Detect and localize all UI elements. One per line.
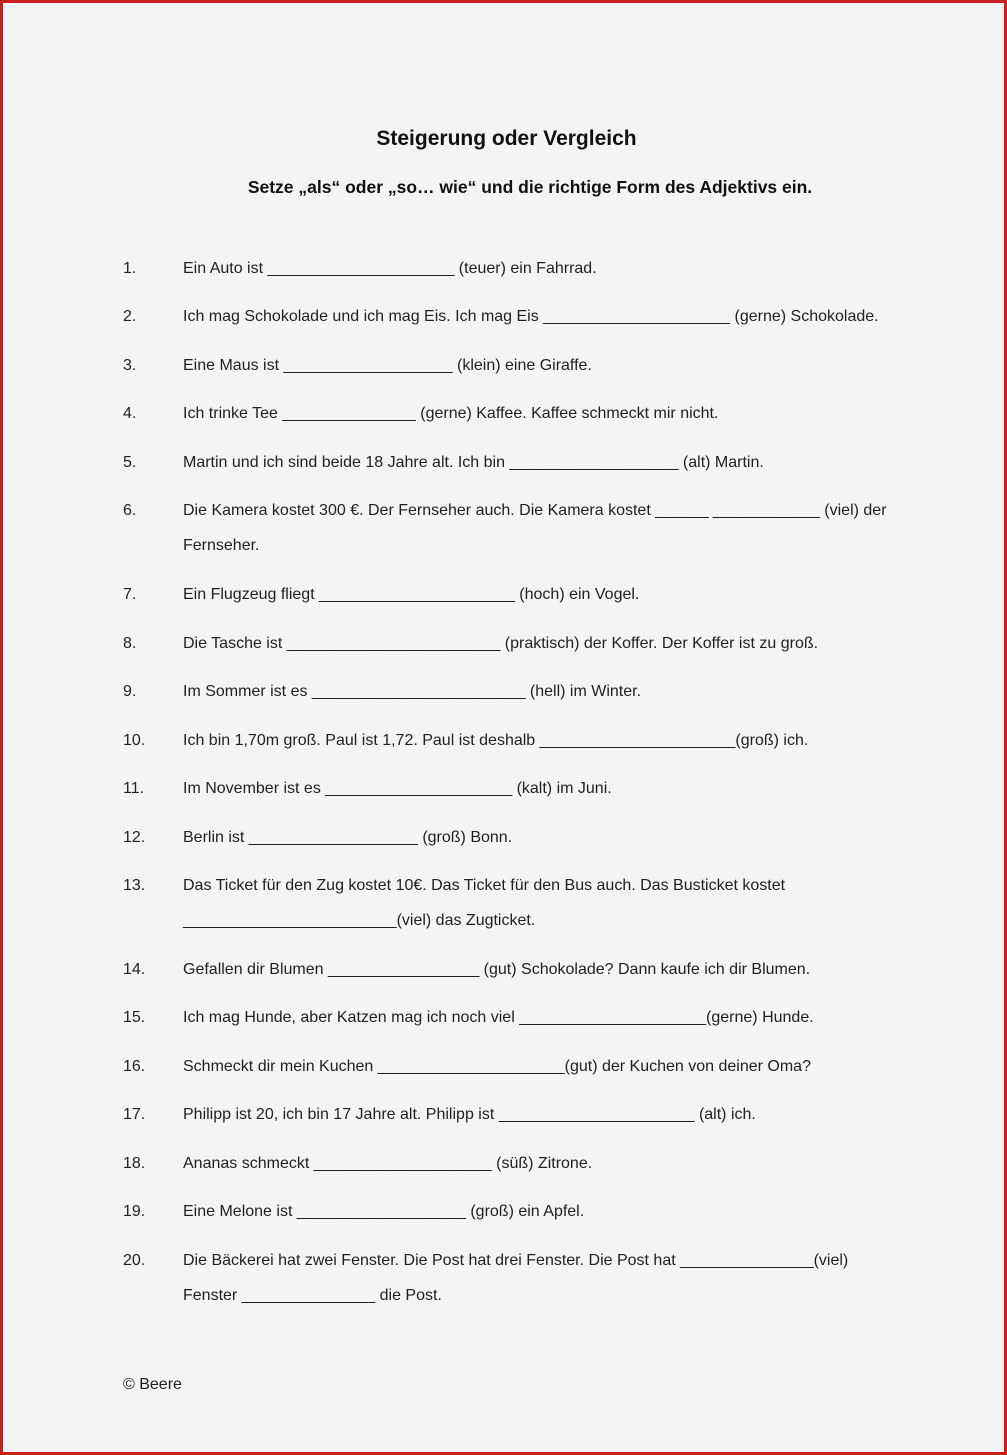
exercise-text: Im November ist es _____________________ (kalt) im Juni. — [183, 780, 612, 797]
exercise-number: 13. — [123, 877, 146, 894]
exercise-number: 12. — [123, 829, 146, 846]
exercise-text: Gefallen dir Blumen _________________ (gut) Schokolade? Dann kaufe ich dir Blumen. — [183, 961, 811, 978]
exercise-text: Das Ticket für den Zug kostet 10€. Das Ticket für den Bus auch. Das Busticket kostet — [183, 877, 786, 894]
exercise-text: Die Kamera kostet 300 €. Der Fernseher auch. Die Kamera kostet ______ ____________ (viel) der — [183, 502, 887, 519]
exercise-number: 8. — [123, 635, 137, 652]
exercise-number: 6. — [123, 502, 137, 519]
exercise-text: Ich mag Schokolade und ich mag Eis. Ich mag Eis _____________________ (gerne) Schokolade. — [183, 308, 879, 325]
exercise-number: 3. — [123, 357, 137, 374]
exercise-text: Ein Flugzeug fliegt ______________________ (hoch) ein Vogel. — [183, 586, 640, 603]
exercise-number: 18. — [123, 1155, 146, 1172]
exercise-text: Berlin ist ___________________ (groß) Bonn. — [183, 829, 513, 846]
exercise-text: Eine Melone ist ___________________ (groß) ein Apfel. — [183, 1203, 585, 1220]
exercise-text: Ein Auto ist _____________________ (teuer) ein Fahrrad. — [183, 260, 597, 277]
exercise-text: Martin und ich sind beide 18 Jahre alt. Ich bin ___________________ (alt) Martin. — [183, 454, 764, 471]
exercise-number: 11. — [123, 780, 145, 797]
exercise-text: Ich mag Hunde, aber Katzen mag ich noch viel _____________________(gerne) Hunde. — [183, 1009, 814, 1026]
exercise-number: 14. — [123, 961, 146, 978]
copyright-note: © Beere — [123, 1376, 182, 1393]
exercise-text: Im Sommer ist es ________________________ (hell) im Winter. — [183, 683, 642, 700]
exercise-number: 7. — [123, 586, 137, 603]
exercise-number: 20. — [123, 1252, 146, 1269]
exercise-number: 4. — [123, 405, 137, 422]
exercise-text-continuation: ________________________(viel) das Zugticket. — [183, 912, 536, 929]
exercise-number: 15. — [123, 1009, 146, 1026]
exercise-text-continuation: Fenster _______________ die Post. — [183, 1287, 442, 1304]
exercise-number: 1. — [123, 260, 137, 277]
worksheet-instructions: Setze „als“ oder „so… wie“ und die richtige Form des Adjektivs ein. — [247, 177, 813, 197]
exercise-number: 16. — [123, 1058, 146, 1075]
exercise-text: Eine Maus ist ___________________ (klein) eine Giraffe. — [183, 357, 592, 374]
exercise-number: 5. — [123, 454, 137, 471]
exercise-text: Philipp ist 20, ich bin 17 Jahre alt. Philipp ist ______________________ (alt) ich. — [183, 1106, 756, 1123]
exercise-text: Die Tasche ist ________________________ (praktisch) der Koffer. Der Koffer ist zu groß. — [183, 635, 819, 652]
worksheet-title: Steigerung oder Vergleich — [376, 127, 637, 150]
exercise-text: Schmeckt dir mein Kuchen _____________________(gut) der Kuchen von deiner Oma? — [183, 1058, 811, 1075]
exercise-number: 17. — [123, 1106, 146, 1123]
exercise-number: 19. — [123, 1203, 146, 1220]
exercise-number: 9. — [123, 683, 137, 700]
exercise-text: Die Bäckerei hat zwei Fenster. Die Post hat drei Fenster. Die Post hat _______________(viel) — [183, 1252, 849, 1269]
exercise-number: 2. — [123, 308, 137, 325]
exercise-text: Ich bin 1,70m groß. Paul ist 1,72. Paul ist deshalb ______________________(groß) ich. — [183, 732, 809, 749]
exercise-text: Ananas schmeckt ____________________ (süß) Zitrone. — [183, 1155, 593, 1172]
exercise-text: Ich trinke Tee _______________ (gerne) Kaffee. Kaffee schmeckt mir nicht. — [183, 405, 719, 422]
exercise-text-continuation: Fernseher. — [183, 537, 260, 554]
exercise-number: 10. — [123, 732, 146, 749]
